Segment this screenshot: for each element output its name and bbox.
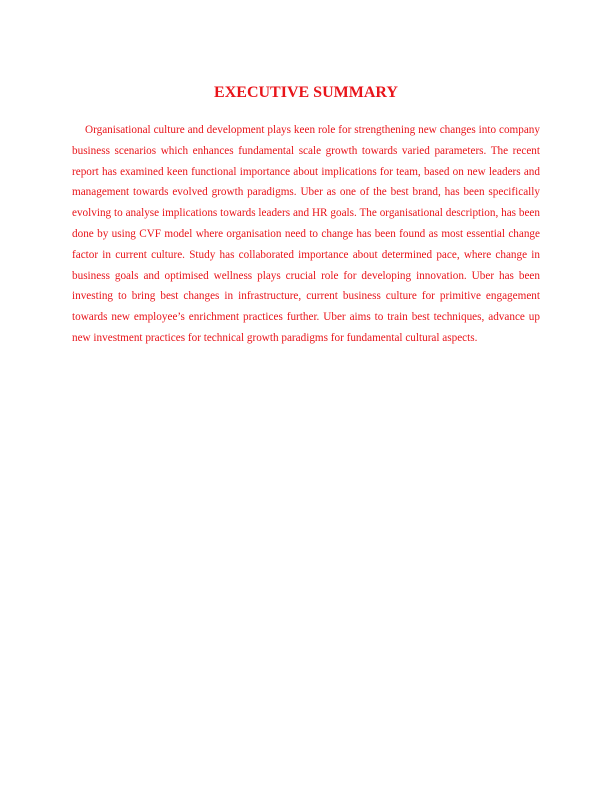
- summary-paragraph: Organisational culture and development plays keen role for strengthening new changes into company business scenarios which enhances fundamental scale growth towards varied parameters. The recent report has examined keen functional importance about implications for team, based on new leaders and management towards evolved growth paradigms. Uber as one of the best brand, has been specifically evolving to analyse implications towards leaders and HR goals. The organisational description, has been done by using CVF model where organisation need to change has been found as most essential change factor in current culture. Study has collaborated importance about determined pace, where change in business goals and optimised wellness plays crucial role for developing innovation. Uber has been investing to bring best changes in infrastructure, current business culture for primitive engagement towards new employee’s enrichment practices further. Uber aims to train best techniques, advance up new investment practices for technical growth paradigms for fundamental cultural aspects.: [72, 124, 540, 344]
- page-title: EXECUTIVE SUMMARY: [214, 84, 398, 101]
